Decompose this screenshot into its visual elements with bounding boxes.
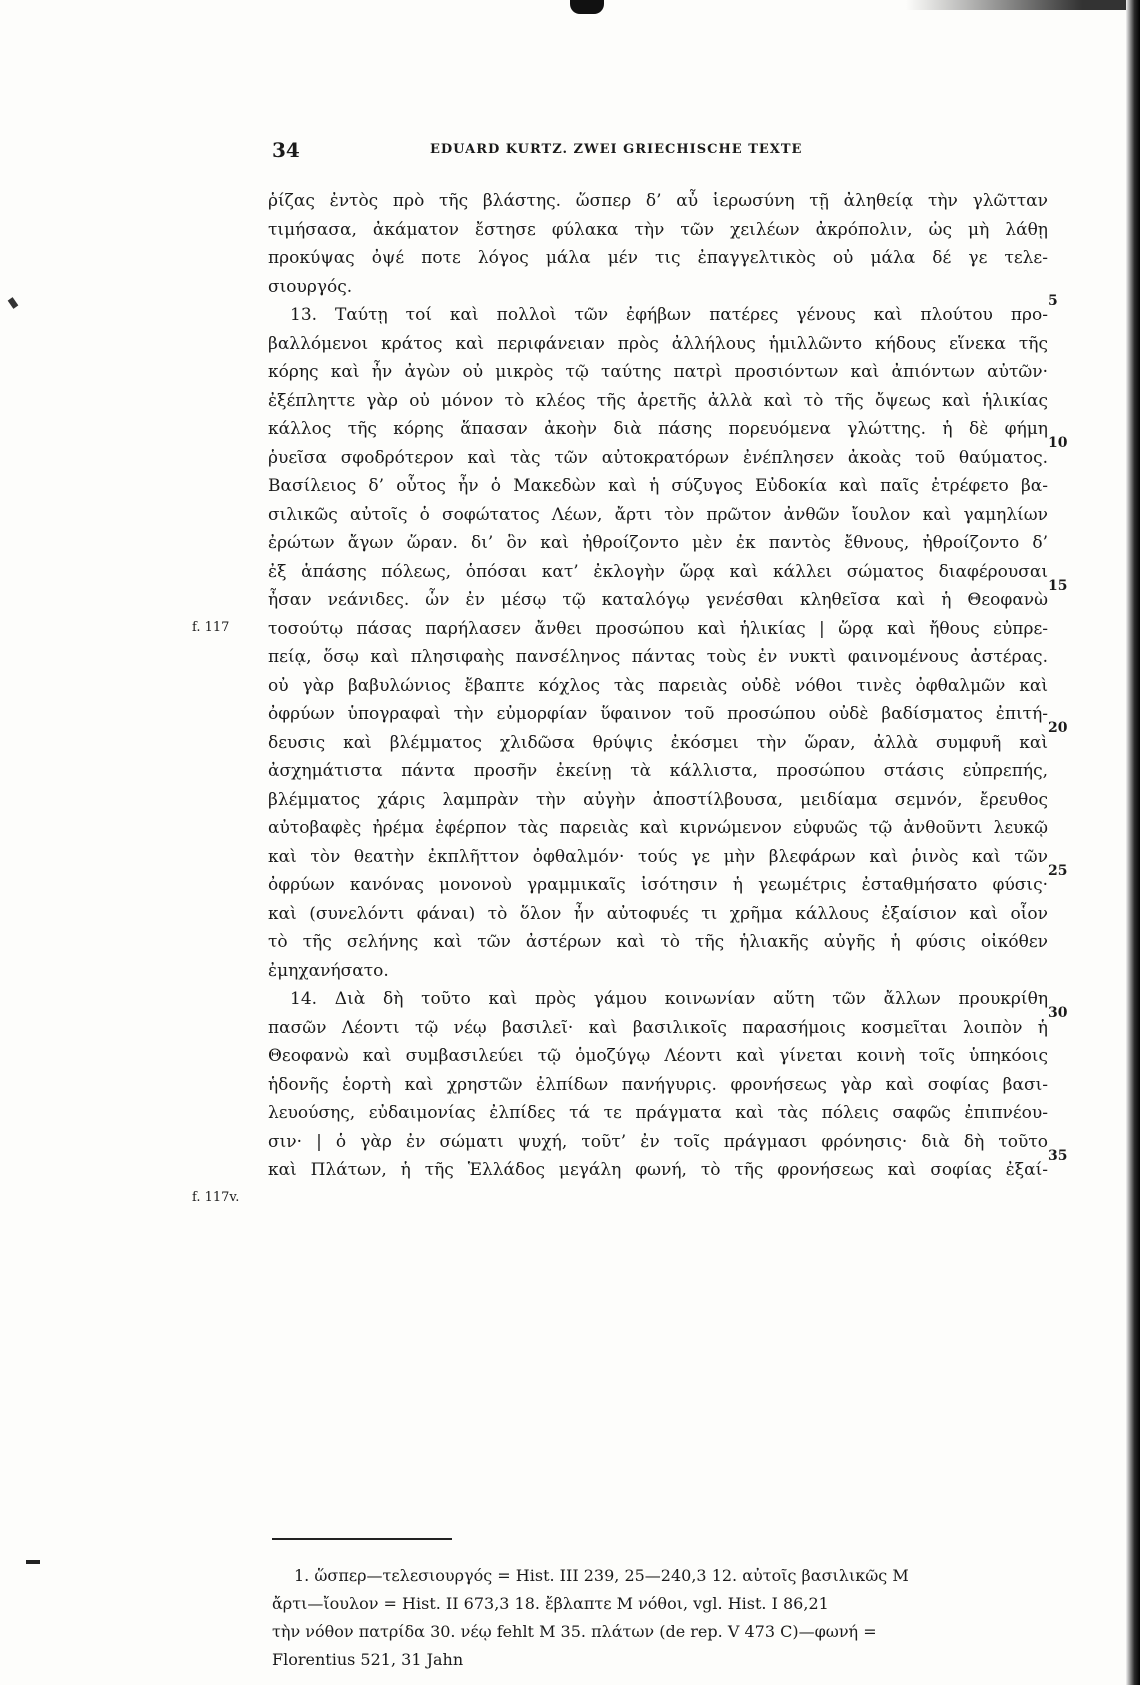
text-line: βλέμματος χάρις λαμπρὰν τὴν αὐγὴν ἀποστίλβουσα, μειδίαμα σεμνόν, ἔρευθος bbox=[268, 789, 1048, 810]
text-line: ἦσαν νεάνιδες. ὧν ἐν μέσῳ τῷ καταλόγῳ γενέσθαι κληθεῖσα καὶ ἡ Θεοφανὼ bbox=[268, 590, 1048, 610]
text-line: λευούσης, εὐδαιμονίας ἐλπίδες τά τε πράγματα καὶ τὰς πόλεις σαφῶς ἐπιπνέου- bbox=[268, 1103, 1048, 1123]
apparatus-line: ἄρτι—ἴουλον = Hist. II 673,3 18. ἔβλαπτε M νόθοι, vgl. Hist. I 86,21 bbox=[272, 1594, 829, 1613]
text-line: καὶ Πλάτων, ἡ τῆς Ἑλλάδος μεγάλη φωνή, τὸ τῆς φρονήσεως καὶ σοφίας ἐξαί- bbox=[268, 1160, 1048, 1180]
text-line: ἐμηχανήσατο. bbox=[268, 960, 389, 981]
text-line: προκύψας ὀψέ ποτε λόγος μάλα μέν τις ἐπαγγελτικὸς οὐ μάλα δέ γε τελε- bbox=[268, 248, 1048, 268]
text-line: καὶ τὸν θεατὴν ἐκπλῆττον ὀφθαλμόν· τούς γε μὴν βλεφάρων καὶ ῥινὸς καὶ τῶν bbox=[268, 846, 1048, 867]
text-line: πασῶν Λέοντι τῷ νέῳ βασιλεῖ· καὶ βασιλικοῖς παρασήμοις κοσμεῖται λοιπὸν ἡ bbox=[268, 1017, 1048, 1038]
apparatus-line: Florentius 521, 31 Jahn bbox=[272, 1650, 464, 1669]
folio-mark-117v: f. 117v. bbox=[192, 1190, 240, 1205]
apparatus-line: τὴν νόθον πατρίδα 30. νέῳ fehlt M 35. πλάτων (de rep. V 473 C)—φωνή = bbox=[272, 1622, 877, 1641]
line-number-10: 10 bbox=[1048, 435, 1068, 451]
text-line: τὸ τῆς σελήνης καὶ τῶν ἀστέρων καὶ τὸ τῆς ἡλιακῆς αὐγῆς ἡ φύσις οἰκόθεν bbox=[268, 932, 1048, 952]
text-line: ἀσχημάτιστα πάντα προσῆν ἐκείνῃ τὰ κάλλιστα, προσώπου στάσις εὐπρεπής, bbox=[268, 761, 1048, 781]
text-line: ἐρώτων ἄγων ὥραν. δι’ ὃν καὶ ἠθροίζοντο μὲν ἐκ παντὸς ἔθνους, ἠθροίζοντο δ’ bbox=[268, 533, 1048, 553]
text-line: ἐξέπληττε γὰρ οὐ μόνον τὸ κλέος τῆς ἀρετῆς ἀλλὰ καὶ τὸ τῆς ὄψεως καὶ ἡλικίας bbox=[268, 390, 1048, 411]
text-line: σιν· | ὁ γὰρ ἐν σώματι ψυχή, τοῦτ’ ἐν τοῖς πράγμασι φρόνησις· διὰ δὴ τοῦτο bbox=[268, 1131, 1048, 1152]
text-line: αὐτοβαφὲς ἠρέμα ἐφέρπον τὰς παρειὰς καὶ κιρνώμενον εὐφυῶς τῷ ἀνθοῦντι λευκῷ bbox=[268, 818, 1048, 838]
line-number-25: 25 bbox=[1048, 863, 1068, 879]
text-line: ἡδονῆς ἑορτὴ καὶ χρηστῶν ἐλπίδων πανήγυρις. φρονήσεως γὰρ καὶ σοφίας βασι- bbox=[268, 1074, 1048, 1095]
text-line: δευσις καὶ βλέμματος χλιδῶσα θρύψις ἐκόσμει τὴν ὥραν, ἀλλὰ συμφυῆ καὶ bbox=[268, 732, 1048, 753]
text-line: ἐξ ἁπάσης πόλεως, ὁπόσαι κατ’ ἐκλογὴν ὥρᾳ καὶ κάλλει σώματος διαφέρουσαι bbox=[268, 561, 1048, 582]
text-line: κάλλος τῆς κόρης ἅπασαν ἀκοὴν διὰ πάσης πορευόμενα γλώττης. ἡ δὲ φήμη bbox=[268, 419, 1048, 439]
scan-artifact-left-tick bbox=[8, 297, 19, 309]
text-line: 13. Ταύτῃ τοί καὶ πολλοὶ τῶν ἐφήβων πατέρες γένους καὶ πλούτου προ- bbox=[290, 305, 1048, 325]
text-line: τιμήσασα, ἀκάματον ἔστησε φύλακα τὴν τῶν χειλέων ἀκρόπολιν, ὡς μὴ λάθῃ bbox=[268, 219, 1048, 240]
running-head bbox=[272, 138, 1042, 162]
text-line: ὀφρύων ὑπογραφαὶ τὴν εὐμορφίαν ὕφαινον τοῦ προσώπου οὐδὲ βαδίσματος ἐπιτή- bbox=[268, 704, 1048, 724]
apparatus-line: 1. ὥσπερ—τελεσιουργός = Hist. III 239, 25—240,3 12. αὐτοῖς βασιλικῶς M bbox=[294, 1566, 909, 1585]
line-number-15: 15 bbox=[1048, 578, 1068, 594]
scan-artifact-top bbox=[570, 0, 604, 14]
text-line: πείᾳ, ὅσῳ καὶ πλησιφαὴς πανσέληνος πάντας τοὺς ἐν νυκτὶ φαινομένους ἀστέρας. bbox=[268, 647, 1048, 667]
text-line: τοσούτῳ πάσας παρήλασεν ἄνθει προσώπου καὶ ἡλικίας | ὥρᾳ καὶ ἤθους εὐπρε- bbox=[268, 618, 1048, 639]
text-line: σιουργός. bbox=[268, 276, 353, 297]
line-number-30: 30 bbox=[1048, 1005, 1068, 1021]
line-number-20: 20 bbox=[1048, 720, 1068, 736]
scan-edge-right bbox=[1126, 0, 1140, 1685]
text-line: ῥίζας ἐντὸς πρὸ τῆς βλάστης. ὥσπερ δ’ αὖ ἱερωσύνη τῇ ἀληθείᾳ τὴν γλῶτταν bbox=[268, 191, 1048, 211]
text-line: κόρης καὶ ἦν ἀγὼν οὐ μικρὸς τῷ ταύτης πατρὶ προσιόντων καὶ ἀπιόντων αὐτῶν· bbox=[268, 362, 1048, 382]
footnote-separator bbox=[272, 1538, 452, 1540]
folio-mark-117: f. 117 bbox=[192, 620, 230, 635]
scan-artifact-left bbox=[26, 1560, 40, 1564]
text-line: 14. Διὰ δὴ τοῦτο καὶ πρὸς γάμου κοινωνίαν αὕτη τῶν ἄλλων προυκρίθη bbox=[290, 989, 1048, 1009]
main-text bbox=[268, 187, 1048, 1185]
page-number: 34 bbox=[272, 138, 300, 162]
text-line: σιλικῶς αὐτοῖς ὁ σοφώτατος Λέων, ἄρτι τὸν πρῶτον ἀνθῶν ἴουλον καὶ γαμηλίων bbox=[268, 504, 1048, 525]
running-title: EDUARD KURTZ. ZWEI GRIECHISCHE TEXTE bbox=[430, 142, 803, 157]
text-line: βαλλόμενοι κράτος καὶ περιφάνειαν πρὸς ἀλλήλους ἡμιλλῶντο κήδους εἵνεκα τῆς bbox=[268, 333, 1048, 354]
text-line: ῥυεῖσα σφοδρότερον καὶ τὰς τῶν αὐτοκρατόρων ἐνέπλησεν ἀκοὰς τοῦ θαύματος. bbox=[268, 447, 1048, 468]
line-number-35: 35 bbox=[1048, 1148, 1068, 1164]
text-line: Θεοφανὼ καὶ συμβασιλεύει τῷ ὁμοζύγῳ Λέοντι καὶ γίνεται κοινὴ τοῖς ὑπηκόοις bbox=[268, 1046, 1048, 1066]
scan-artifact-top-right bbox=[906, 0, 1126, 10]
text-line: οὐ γὰρ βαβυλώνιος ἔβαπτε κόχλος τὰς παρειὰς οὐδὲ νόθοι τινὲς ὀφθαλμῶν καὶ bbox=[268, 675, 1048, 696]
critical-apparatus bbox=[272, 1562, 1032, 1674]
line-number-5: 5 bbox=[1048, 293, 1058, 309]
text-line: καὶ (συνελόντι φάναι) τὸ ὅλον ἦν αὐτοφυές τι χρῆμα κάλλους ἐξαίσιον καὶ οἷον bbox=[268, 903, 1048, 924]
text-line: Βασίλειος δ’ οὗτος ἦν ὁ Μακεδὼν καὶ ἡ σύζυγος Εὐδοκία καὶ παῖς ἐτρέφετο βα- bbox=[268, 476, 1048, 496]
text-line: ὀφρύων κανόνας μονονοὺ γραμμικαῖς ἰσότησιν ἡ γεωμέτρις ἐσταθμήσατο φύσις· bbox=[268, 875, 1048, 895]
